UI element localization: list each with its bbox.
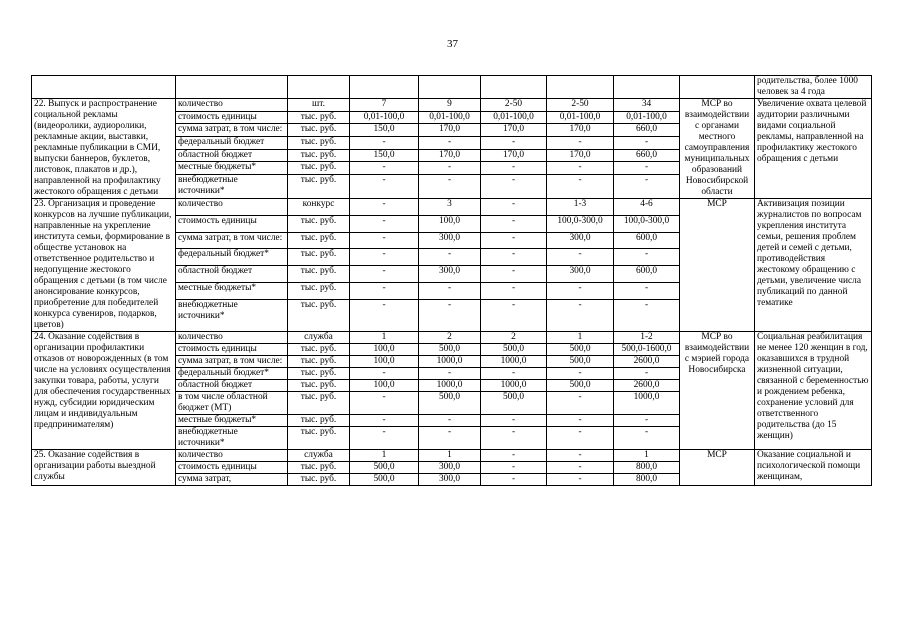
table-row [32, 199, 872, 216]
unit-cell: тыс. руб. [288, 380, 350, 392]
value-cell: - [350, 392, 419, 415]
value-cell: 660,0 [614, 149, 680, 162]
indicator-cell: федеральный бюджет* [176, 249, 288, 266]
value-cell: 100,0-300,0 [614, 215, 680, 232]
value-cell: 150,0 [350, 149, 419, 162]
value-cell: 0,01-100,0 [614, 111, 680, 124]
unit-cell: тыс. руб. [288, 174, 350, 198]
value-cell: 0,01-100,0 [547, 111, 614, 124]
value-cell: - [547, 299, 614, 331]
measure-name: 24. Оказание содействия в организации профилактики отказов от новорожденных (в том числе на условиях осуществления закупки товара, работы, услуги для обеспечения государственных нужд, субсидии юридическим лицам и индивидуальным предпринимателям) [32, 332, 176, 450]
indicator-cell: местные бюджеты* [176, 282, 288, 299]
unit-cell: тыс. руб. [288, 427, 350, 450]
indicator-cell: стоимость единицы [176, 111, 288, 124]
page-number: 37 [447, 38, 458, 50]
value-cell: 1 [614, 450, 680, 462]
value-cell: 500,0 [547, 356, 614, 368]
value-cell: - [547, 427, 614, 450]
unit-cell: тыс. руб. [288, 162, 350, 175]
value-cell: 300,0 [419, 232, 481, 249]
value-cell: - [481, 299, 547, 331]
unit-cell: тыс. руб. [288, 344, 350, 356]
indicator-cell: местные бюджеты* [176, 162, 288, 175]
value-cell: - [419, 162, 481, 175]
value-cell: - [547, 474, 614, 486]
value-cell: 300,0 [547, 266, 614, 283]
value-cell: - [481, 232, 547, 249]
value-cell: - [547, 282, 614, 299]
value-cell: - [419, 174, 481, 198]
indicator-cell: внебюджетные источники* [176, 174, 288, 198]
value-cell: 1000,0 [419, 356, 481, 368]
value-cell: 500,0 [481, 344, 547, 356]
unit-cell: тыс. руб. [288, 232, 350, 249]
value-cell: - [481, 215, 547, 232]
program-measures-table [31, 75, 872, 486]
unit-cell: конкурс [288, 199, 350, 216]
executor-cell: МСР [680, 450, 755, 486]
value-cell: - [481, 474, 547, 486]
value-cell: 34 [614, 99, 680, 112]
unit-cell: служба [288, 332, 350, 344]
unit-cell: тыс. руб. [288, 356, 350, 368]
value-cell: - [419, 427, 481, 450]
value-cell: - [350, 215, 419, 232]
value-cell: 150,0 [350, 124, 419, 137]
value-cell: - [350, 232, 419, 249]
unit-cell: тыс. руб. [288, 392, 350, 415]
indicator-cell: сумма затрат, в том числе: [176, 232, 288, 249]
value-cell: 500,0-1600,0 [614, 344, 680, 356]
unit-cell: тыс. руб. [288, 462, 350, 474]
value-cell: 500,0 [419, 344, 481, 356]
value-cell: - [547, 368, 614, 380]
indicator-cell: областной бюджет [176, 149, 288, 162]
value-cell: - [350, 249, 419, 266]
indicator-cell: количество [176, 99, 288, 112]
value-cell: - [481, 415, 547, 427]
value-cell: - [481, 427, 547, 450]
measure-name: 22. Выпуск и распространение социальной рекламы (видеоролики, аудиоролики, рекламные акции, выставки, рекламные публикации в СМИ, выпуски баннеров, буклетов, листовок, плакатов и др.), направленной на профилактику жестокого обращения с детьми [32, 99, 176, 199]
value-cell: 1000,0 [419, 380, 481, 392]
value-cell: 100,0 [350, 344, 419, 356]
indicator-cell: сумма затрат, в том числе: [176, 356, 288, 368]
indicator-cell: внебюджетные источники* [176, 427, 288, 450]
value-cell: 9 [419, 99, 481, 112]
value-cell: - [350, 162, 419, 175]
value-cell: 1 [547, 332, 614, 344]
value-cell: 0,01-100,0 [419, 111, 481, 124]
value-cell: - [419, 368, 481, 380]
indicator-cell: сумма затрат, [176, 474, 288, 486]
table-row [32, 332, 872, 344]
value-cell: 2 [419, 332, 481, 344]
value-cell: - [614, 136, 680, 149]
value-cell: 170,0 [547, 124, 614, 137]
unit-cell: тыс. руб. [288, 299, 350, 331]
value-cell: - [481, 282, 547, 299]
table-row [32, 99, 872, 112]
value-cell: 2600,0 [614, 356, 680, 368]
value-cell: 170,0 [481, 149, 547, 162]
value-cell: - [481, 136, 547, 149]
unit-cell: тыс. руб. [288, 215, 350, 232]
measure-name: 23. Организация и проведение конкурсов на лучшие публикации, направленные на укрепление института семьи, формирование в обществе установок на ответственное родительство и недопущение жестокого обращения с детьми (в том числе анонсирование конкурсов, приобретение для победителей конкурса сувениров, подарков, цветов) [32, 199, 176, 332]
value-cell: 2 [481, 332, 547, 344]
value-cell: - [481, 450, 547, 462]
value-cell: - [481, 249, 547, 266]
unit-cell: тыс. руб. [288, 149, 350, 162]
indicator-cell: федеральный бюджет [176, 136, 288, 149]
indicator-cell: федеральный бюджет* [176, 368, 288, 380]
value-cell: 300,0 [419, 462, 481, 474]
indicator-cell: количество [176, 199, 288, 216]
continuation-result: родительства, более 1000 человек за 4 года [755, 76, 872, 99]
indicator-cell: областной бюджет [176, 266, 288, 283]
unit-cell: тыс. руб. [288, 368, 350, 380]
value-cell: - [614, 427, 680, 450]
indicator-cell: сумма затрат, в том числе: [176, 124, 288, 137]
value-cell: 4-6 [614, 199, 680, 216]
value-cell: 1000,0 [481, 356, 547, 368]
value-cell: 170,0 [481, 124, 547, 137]
value-cell: 500,0 [350, 462, 419, 474]
value-cell: 1 [350, 450, 419, 462]
value-cell: 500,0 [419, 392, 481, 415]
indicator-cell: внебюджетные источники* [176, 299, 288, 331]
value-cell: 500,0 [350, 474, 419, 486]
value-cell: 1 [350, 332, 419, 344]
value-cell: - [350, 174, 419, 198]
value-cell: - [547, 136, 614, 149]
value-cell: 300,0 [547, 232, 614, 249]
value-cell: - [350, 415, 419, 427]
value-cell: 2-50 [547, 99, 614, 112]
unit-cell: тыс. руб. [288, 474, 350, 486]
value-cell: 1-2 [614, 332, 680, 344]
value-cell: - [614, 162, 680, 175]
indicator-cell: стоимость единицы [176, 344, 288, 356]
indicator-cell: областной бюджет [176, 380, 288, 392]
indicator-cell: стоимость единицы [176, 462, 288, 474]
result-cell: Социальная реабилитация не менее 120 женщин в год, оказавшихся в трудной жизненной ситуации, связанной с беременностью и рождением ребенка, сохранение условий для ответственного родительства (до 15 женщин) [755, 332, 872, 450]
unit-cell: тыс. руб. [288, 266, 350, 283]
value-cell: - [481, 162, 547, 175]
table-row [32, 450, 872, 462]
value-cell: 500,0 [547, 380, 614, 392]
executor-cell: МСР [680, 199, 755, 332]
value-cell: - [350, 266, 419, 283]
unit-cell: тыс. руб. [288, 111, 350, 124]
value-cell: - [481, 199, 547, 216]
value-cell: 300,0 [419, 266, 481, 283]
value-cell: - [481, 174, 547, 198]
value-cell: - [547, 162, 614, 175]
value-cell: - [350, 282, 419, 299]
result-cell: Увеличение охвата целевой аудитории различными видами социальной рекламы, направленной на профилактику жестокого обращения с детьми [755, 99, 872, 199]
value-cell: - [547, 249, 614, 266]
result-cell: Оказание социальной и психологической помощи женщинам, [755, 450, 872, 486]
unit-cell: тыс. руб. [288, 282, 350, 299]
unit-cell: тыс. руб. [288, 136, 350, 149]
value-cell: - [350, 136, 419, 149]
value-cell: - [419, 415, 481, 427]
value-cell: 1-3 [547, 199, 614, 216]
value-cell: 0,01-100,0 [350, 111, 419, 124]
indicator-cell: стоимость единицы [176, 215, 288, 232]
measure-name: 25. Оказание содействия в организации работы выездной службы [32, 450, 176, 486]
indicator-cell: местные бюджеты* [176, 415, 288, 427]
value-cell: - [614, 368, 680, 380]
value-cell: 300,0 [419, 474, 481, 486]
value-cell: - [547, 415, 614, 427]
value-cell: - [614, 282, 680, 299]
value-cell: 1000,0 [481, 380, 547, 392]
value-cell: - [547, 450, 614, 462]
unit-cell: тыс. руб. [288, 415, 350, 427]
executor-cell: МСР во взаимодействии с органами местного самоуправления муниципальных образований Новосибирской области [680, 99, 755, 199]
value-cell: - [481, 266, 547, 283]
value-cell: 800,0 [614, 462, 680, 474]
value-cell: - [614, 249, 680, 266]
value-cell: 100,0 [419, 215, 481, 232]
value-cell: - [481, 368, 547, 380]
value-cell: 800,0 [614, 474, 680, 486]
indicator-cell: количество [176, 450, 288, 462]
value-cell: 3 [419, 199, 481, 216]
value-cell: - [614, 299, 680, 331]
value-cell: 600,0 [614, 232, 680, 249]
value-cell: - [419, 282, 481, 299]
value-cell: 500,0 [547, 344, 614, 356]
value-cell: - [350, 199, 419, 216]
value-cell: 600,0 [614, 266, 680, 283]
indicator-cell: в том числе областной бюджет (МТ) [176, 392, 288, 415]
continuation-row [32, 76, 872, 99]
value-cell: 0,01-100,0 [481, 111, 547, 124]
value-cell: 2-50 [481, 99, 547, 112]
unit-cell: тыс. руб. [288, 124, 350, 137]
value-cell: - [481, 462, 547, 474]
value-cell: - [419, 136, 481, 149]
value-cell: 170,0 [419, 124, 481, 137]
value-cell: 100,0-300,0 [547, 215, 614, 232]
value-cell: - [419, 299, 481, 331]
unit-cell: тыс. руб. [288, 249, 350, 266]
value-cell: - [547, 392, 614, 415]
value-cell: 100,0 [350, 380, 419, 392]
value-cell: 1000,0 [614, 392, 680, 415]
result-cell: Активизация позиции журналистов по вопросам укрепления института семьи, решения проблем детей и семей с детьми, противодействия жестокому обращению с детьми, увеличение числа публикаций по данной тематике [755, 199, 872, 332]
value-cell: 170,0 [547, 149, 614, 162]
value-cell: - [614, 174, 680, 198]
value-cell: - [419, 249, 481, 266]
value-cell: - [547, 462, 614, 474]
value-cell: - [350, 368, 419, 380]
value-cell: 1 [419, 450, 481, 462]
value-cell: 100,0 [350, 356, 419, 368]
unit-cell: шт. [288, 99, 350, 112]
value-cell: 170,0 [419, 149, 481, 162]
executor-cell: МСР во взаимодействии с мэрией города Новосибирска [680, 332, 755, 450]
value-cell: 660,0 [614, 124, 680, 137]
value-cell: - [350, 427, 419, 450]
value-cell: - [350, 299, 419, 331]
unit-cell: служба [288, 450, 350, 462]
value-cell: - [614, 415, 680, 427]
value-cell: 2600,0 [614, 380, 680, 392]
value-cell: - [547, 174, 614, 198]
value-cell: 500,0 [481, 392, 547, 415]
value-cell: 7 [350, 99, 419, 112]
indicator-cell: количество [176, 332, 288, 344]
